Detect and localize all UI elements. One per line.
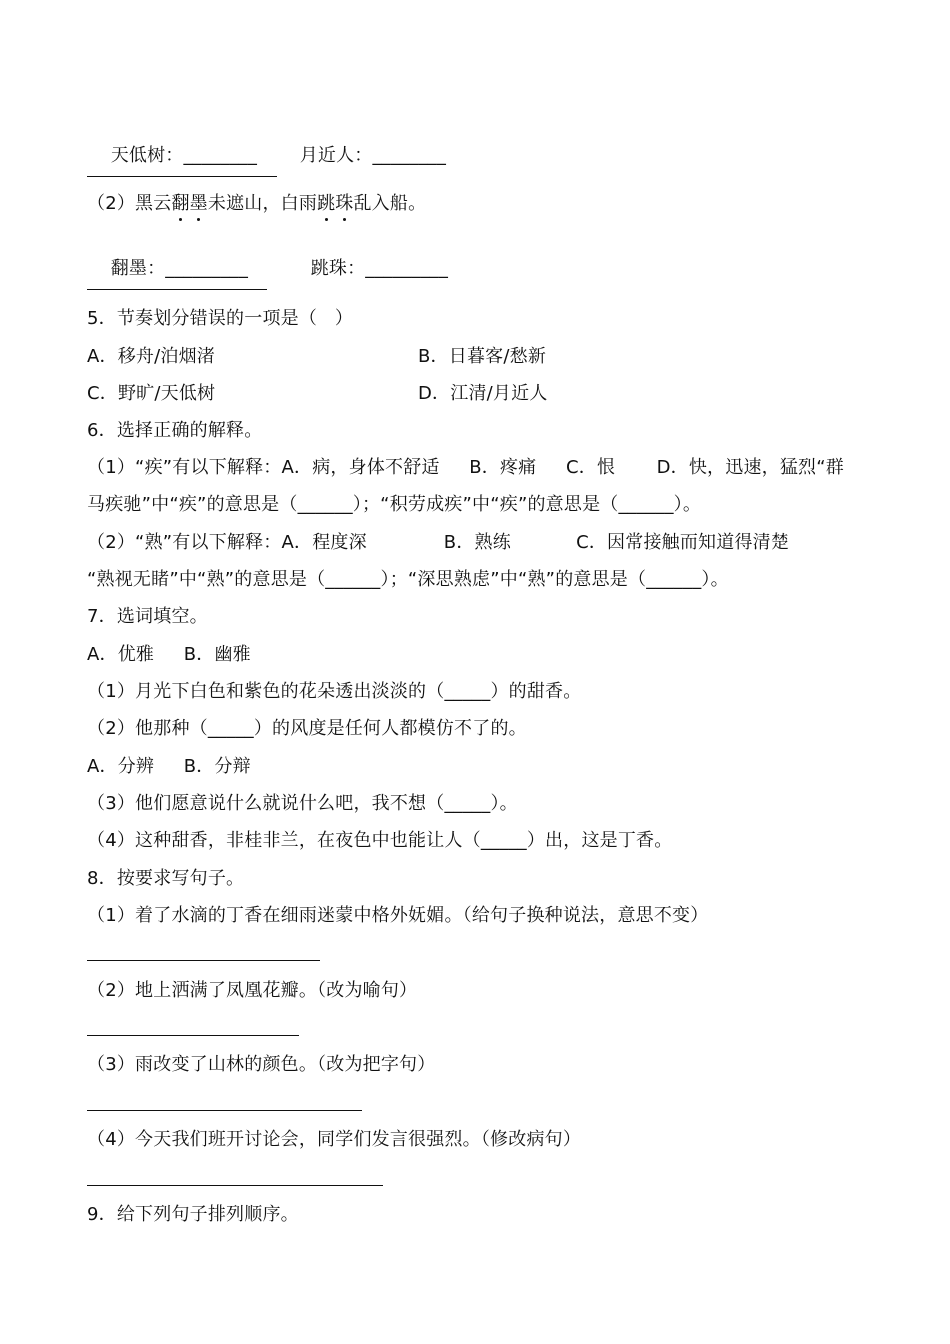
q8-part-1: （1）着了水滴的丁香在细雨迷蒙中格外妩媚。（给句子换种说法，意思不变） <box>87 905 709 926</box>
question-6: 6．选择正确的解释。 <box>87 420 263 441</box>
q5-option-a: A．移舟/泊烟渚 <box>87 346 215 367</box>
q7-options-2: A．分辨 B．分辩 <box>87 756 251 777</box>
answer-line-tian-di-shu <box>87 120 257 192</box>
q7-options-1: A．优雅 B．幽雅 <box>87 644 251 665</box>
q6-part-1-blanks: 马疾驰”中“疾”的意思是（______）；“积劳成疾”中“疾”的意思是（______）。 <box>87 494 702 515</box>
poem-text: 乱入船。 <box>353 193 427 214</box>
question-8: 8．按要求写句子。 <box>87 868 245 889</box>
dotted-char: 墨 <box>189 193 208 214</box>
dotted-char: 翻 <box>171 193 190 214</box>
q8-answer-rule-2 <box>87 1035 299 1036</box>
q7-part-3: （3）他们愿意说什么就说什么吧，我不想（_____）。 <box>87 793 518 814</box>
q5-option-d: D．江清/月近人 <box>418 383 548 404</box>
q7-part-4: （4）这种甜香，非桂非兰，在夜色中也能让人（_____）出，这是丁香。 <box>87 830 673 851</box>
q5-option-c: C．野旷/天低树 <box>87 383 216 404</box>
dotted-char: 跳 <box>317 193 336 214</box>
q8-answer-rule-4 <box>87 1185 383 1186</box>
answer-line-yue-jin-ren <box>276 120 446 192</box>
q8-part-3: （3）雨改变了山林的颜色。（改为把字句） <box>87 1054 436 1075</box>
question-9: 9．给下列句子排列顺序。 <box>87 1204 299 1225</box>
tiao-zhu-label: 跳珠：_________ <box>310 258 449 279</box>
q6-part-2-blanks: “熟视无睹”中“熟”的意思是（______）；“深思熟虑”中“熟”的意思是（______）。 <box>87 569 729 590</box>
q7-part-2: （2）他那种（_____）的风度是任何人都模仿不了的。 <box>87 718 527 739</box>
q6-part-2: （2）“熟”有以下解释：A．程度深 B．熟练 C．因常接触而知道得清楚 <box>87 532 790 553</box>
q7-part-1: （1）月光下白色和紫色的花朵透出淡淡的（_____）的甜香。 <box>87 681 582 702</box>
question-7: 7．选词填空。 <box>87 606 208 627</box>
q8-answer-rule-1 <box>87 960 320 961</box>
answer-line-tiao-zhu <box>287 233 448 305</box>
q6-part-1: （1）“疾”有以下解释：A．病，身体不舒适 B．疼痛 C．恨 D．快，迅速，猛烈“群 <box>87 457 844 478</box>
yue-jin-ren-label: 月近人：________ <box>299 145 447 166</box>
q5-option-b: B．日暮客/愁新 <box>418 346 547 367</box>
poem-text: （2）黑云 <box>87 193 172 214</box>
poem-text: 未遮山，白雨 <box>207 193 318 214</box>
dotted-char: 珠 <box>335 193 354 214</box>
tian-di-shu-label: 天低树：________ <box>110 145 258 166</box>
q8-part-4: （4）今天我们班开讨论会，同学们发言很强烈。（修改病句） <box>87 1129 582 1150</box>
q8-answer-rule-3 <box>87 1110 362 1111</box>
poem-line-2 <box>87 192 426 216</box>
answer-line-fan-mo <box>87 233 248 305</box>
fan-mo-label: 翻墨：_________ <box>110 258 249 279</box>
blank-rule-1 <box>87 176 277 177</box>
blank-rule-2 <box>87 289 267 290</box>
question-5: 5．节奏划分错误的一项是（ ） <box>87 308 354 329</box>
q8-part-2: （2）地上洒满了凤凰花瓣。（改为喻句） <box>87 980 418 1001</box>
